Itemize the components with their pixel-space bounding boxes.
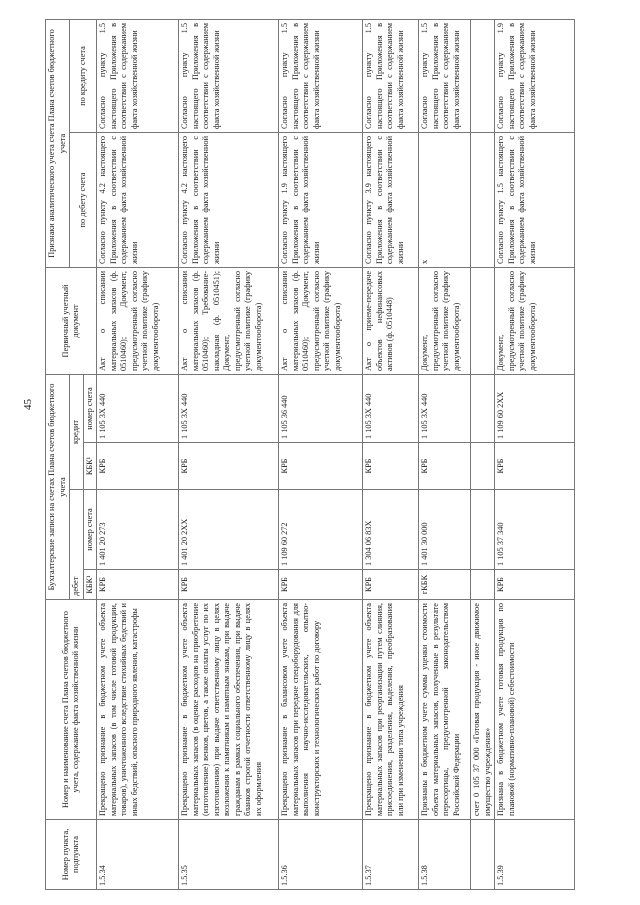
cell-doc: Акт о списании материальных запасов (ф. 0510460); Требование-накладная (ф. 0510451); Документ, предусмотренный согласно учетной политике (графику документооборота) xyxy=(179,267,279,374)
table-row xyxy=(97,19,179,889)
cell-num: 1.5.39 xyxy=(495,820,575,890)
header-credit-acc: номер счета xyxy=(83,374,97,442)
header-debit: дебет xyxy=(70,490,84,600)
cell-num: 1.5.34 xyxy=(97,820,179,890)
header-by-credit: по кредиту счета xyxy=(70,19,97,132)
cell-c-acc: 1 105 3Х 440 xyxy=(419,374,471,442)
empty-cell xyxy=(471,490,495,570)
cell-num: 1.5.36 xyxy=(279,820,363,890)
cell-an-d: х xyxy=(419,132,471,267)
cell-c-acc: 1 109 60 2ХХ xyxy=(495,374,575,442)
cell-num: 1.5.35 xyxy=(179,820,279,890)
cell-d-kbk: КРБ xyxy=(363,570,419,600)
header-credit: кредит xyxy=(70,374,84,489)
cell-desc: Признана в бюджетном учете готовая продукция по плановой (нормативно-плановой) себестоимости xyxy=(495,600,575,820)
cell-doc: Документ, предусмотренный согласно учетной политике (графику документооборота) xyxy=(495,267,575,374)
cell-desc: Прекращено признание в бюджетном учете объекта материальных запасов при реорганизации путем слияния, присоединения, разделения, выделения, преобразования или при изменении типа учреждения xyxy=(363,600,419,820)
cell-d-acc: 1 105 37 340 xyxy=(495,490,575,570)
section-title: счет 0 105 37 000 «Готовая продукция - иное движимое имущество учреждения» xyxy=(471,600,495,820)
cell-c-kbk: КРБ xyxy=(97,443,179,490)
empty-cell xyxy=(471,19,495,132)
cell-an-c: Согласно пункту 1.5 настоящего Приложения в соответствии с содержанием факта хозяйственной жизни xyxy=(97,19,179,132)
cell-desc: Прекращено признание в балансовом учете объекта материальных запасов при передаче спецоборудования для выполнения научно-исследовательских, опытно-конструкторских и технологических работ по договору xyxy=(279,600,363,820)
cell-d-kbk: КРБ xyxy=(97,570,179,600)
header-debit-acc: номер счета xyxy=(83,490,97,570)
cell-c-acc: 1 105 36 440 xyxy=(279,374,363,442)
header-debit-kbk: КБК¹ xyxy=(83,570,97,600)
cell-an-d: Согласно пункту 1.9 настоящего Приложения в соответствии с содержанием факта хозяйственной жизни xyxy=(279,132,363,267)
table-row xyxy=(363,19,419,889)
empty-cell xyxy=(471,443,495,490)
cell-c-kbk: КРБ xyxy=(495,443,575,490)
table-row xyxy=(179,19,279,889)
cell-d-acc: 1 109 60 272 xyxy=(279,490,363,570)
cell-an-c: Согласно пункту 1.5 настоящего Приложения в соответствии с содержанием факта хозяйственной жизни xyxy=(179,19,279,132)
header-by-debit: по дебету счета xyxy=(70,132,97,267)
section-num-cell xyxy=(471,820,495,890)
cell-desc: Прекращено признание в бюджетном учете объекта материальных запасов (в том числе готовой продукции, товаров), уничтоженного вследствие стихийных бедствий и иных бедствий, опасного природного явления, катастрофы xyxy=(97,600,179,820)
cell-d-kbk: гКБК xyxy=(419,570,471,600)
header-num: Номер пункта, подпункта xyxy=(46,820,97,890)
cell-d-kbk: КРБ xyxy=(495,570,575,600)
cell-an-c: Согласно пункту 1.9 настоящего Приложения в соответствии с содержанием факта хозяйственной жизни xyxy=(495,19,575,132)
section-row xyxy=(471,19,495,889)
cell-c-acc: 1 105 3Х 440 xyxy=(179,374,279,442)
cell-num: 1.5.38 xyxy=(419,820,471,890)
cell-desc: Признаны в бюджетном учете суммы уценки стоимости объекта материальных запасов, полученные в результате пересортицы, предусмотренной законодательством Российской Федерации xyxy=(419,600,471,820)
empty-cell xyxy=(471,570,495,600)
cell-an-d: Согласно пункту 4.2 настоящего Приложения в соответствии с содержанием факта хозяйственной жизни xyxy=(179,132,279,267)
cell-desc: Прекращено признание в бюджетном учете объекта материальных запасов (в оценке расходов на приобретение (изготовление) венков, цветов, а также оплаты услуг по их изготовлению) при выдаче ответственному лицу в целях возложения к памятникам и памятным знакам, при выдаче гражданам в рамках социального обеспечения, при выдаче бланков строгой отчетности ответственному лицу в целях их оформления xyxy=(179,600,279,820)
empty-cell xyxy=(471,132,495,267)
accounting-table xyxy=(45,19,575,890)
cell-an-d: Согласно пункту 1.5 настоящего Приложения в соответствии с содержанием факта хозяйственной жизни xyxy=(495,132,575,267)
page-number: 45 xyxy=(22,399,34,410)
cell-d-acc: 1 401 30 000 xyxy=(419,490,471,570)
cell-doc: Акт о списании материальных запасов (ф. 0510460); Документ, предусмотренный согласно учетной политике (графику документооборота) xyxy=(97,267,179,374)
header-document: Первичный учетный документ xyxy=(46,267,97,374)
cell-an-c: Согласно пункту 1.5 настоящего Приложения в соответствии с содержанием факта хозяйственной жизни xyxy=(419,19,471,132)
cell-d-kbk: КРБ xyxy=(179,570,279,600)
table-row xyxy=(279,19,363,889)
cell-d-acc: 1 304 06 83Х xyxy=(363,490,419,570)
table-row xyxy=(495,19,575,889)
cell-doc: Акт о приеме-передаче объектов нефинансовых активов (ф. 0510448) xyxy=(363,267,419,374)
cell-d-acc: 1 401 20 2ХХ xyxy=(179,490,279,570)
cell-doc: Акт о списании материальных запасов (ф. 0510460); Документ, предусмотренный согласно учетной политике (графику документооборота) xyxy=(279,267,363,374)
cell-doc: Документ, предусмотренный согласно учетной политике (графику документооборота) xyxy=(419,267,471,374)
cell-d-kbk: КРБ xyxy=(279,570,363,600)
cell-an-d: Согласно пункту 3.9 настоящего Приложения в соответствии с содержанием факта хозяйственной жизни xyxy=(363,132,419,267)
cell-d-acc: 1 401 20 273 xyxy=(97,490,179,570)
cell-an-d: Согласно пункту 4.2 настоящего Приложения в соответствии с содержанием факта хозяйственной жизни xyxy=(97,132,179,267)
empty-cell xyxy=(471,267,495,374)
header-analytics: Признаки аналитического учета счета Плана счетов бюджетного учета xyxy=(46,19,70,267)
table-row xyxy=(419,19,471,889)
cell-c-kbk: КРБ xyxy=(363,443,419,490)
cell-an-c: Согласно пункту 1.5 настоящего Приложения в соответствии с содержанием факта хозяйственной жизни xyxy=(363,19,419,132)
cell-c-kbk: КРБ xyxy=(179,443,279,490)
cell-an-c: Согласно пункту 1.5 настоящего Приложения в соответствии с содержанием факта хозяйственной жизни xyxy=(279,19,363,132)
cell-c-acc: 1 105 3Х 440 xyxy=(363,374,419,442)
empty-cell xyxy=(471,374,495,442)
cell-c-kbk: КРБ xyxy=(419,443,471,490)
cell-c-kbk: КРБ xyxy=(279,443,363,490)
cell-c-acc: 1 105 3Х 440 xyxy=(97,374,179,442)
header-credit-kbk: КБК¹ xyxy=(83,443,97,490)
header-entries: Бухгалтерские записи на счетах Плана счетов бюджетного учета xyxy=(46,374,70,599)
header-account: Номер и наименование счета Плана счетов бюджетного учета, содержание факта хозяйственной жизни xyxy=(46,600,97,820)
cell-num: 1.5.37 xyxy=(363,820,419,890)
